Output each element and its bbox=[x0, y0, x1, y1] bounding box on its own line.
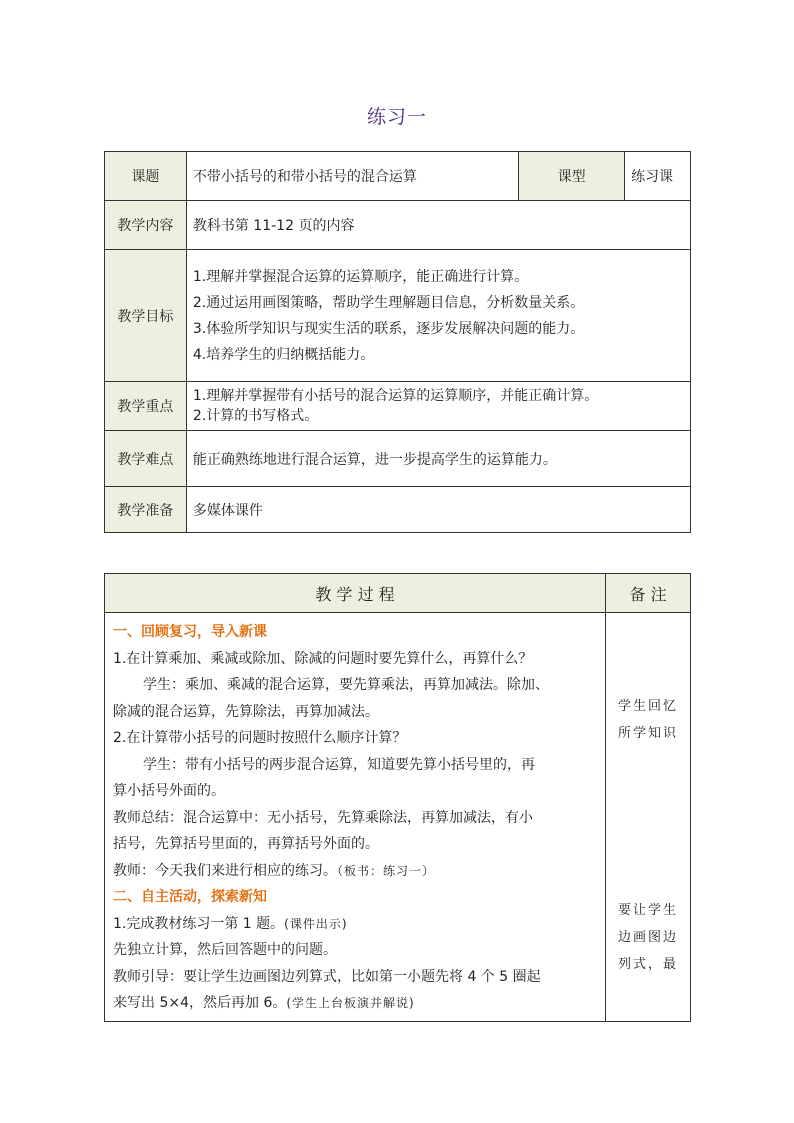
note-line: 要让学生 bbox=[618, 903, 679, 918]
focus-list bbox=[186, 382, 690, 431]
difficulty-label: 教学难点 bbox=[105, 431, 187, 487]
task-line: 1.完成教材练习一第 1 题。(课件出示) bbox=[113, 915, 348, 932]
goal-item: 1.理解并掌握混合运算的运算顺序，能正确进行计算。 bbox=[192, 268, 529, 285]
note-line: 学生回忆 bbox=[618, 699, 679, 714]
process-body-row bbox=[105, 613, 691, 1022]
topic-row bbox=[105, 152, 691, 201]
prep-label: 教学准备 bbox=[105, 487, 187, 533]
topic-value: 不带小括号的和带小括号的混合运算 bbox=[186, 152, 518, 201]
goals-row bbox=[105, 250, 691, 382]
student-answer: 除减的混合运算，先算除法，再算加减法。 bbox=[113, 703, 379, 720]
question: 2.在计算带小括号的问题时按照什么顺序计算？ bbox=[113, 730, 407, 746]
teacher-guide: 教师引导：要让学生边画图边列算式，比如第一小题先将 4 个 5 圈起 bbox=[113, 968, 541, 985]
teacher-line: 教师：今天我们来进行相应的练习。（板书：练习一） bbox=[113, 862, 436, 879]
focus-item: 1.理解并掌握带有小括号的混合运算的运算顺序，并能正确计算。 bbox=[192, 388, 599, 404]
focus-row bbox=[105, 382, 691, 431]
content-label: 教学内容 bbox=[105, 201, 187, 250]
difficulty-value: 能正确熟练地进行混合运算，进一步提高学生的运算能力。 bbox=[186, 431, 690, 487]
type-label: 课型 bbox=[519, 152, 625, 201]
page-title: 练习一 bbox=[366, 106, 427, 128]
task-note: (课件出示) bbox=[284, 916, 348, 931]
content-value: 教科书第 11-12 页的内容 bbox=[186, 201, 690, 250]
student-answer: 学生：带有小括号的两步混合运算，知道要先算小括号里的，再 bbox=[143, 756, 535, 773]
guide-note: (学生上台板演并解说) bbox=[286, 996, 415, 1010]
notes-header: 备 注 bbox=[606, 574, 691, 613]
process-header-row bbox=[105, 574, 691, 613]
notes-column bbox=[606, 613, 691, 1022]
focus-item: 2.计算的书写格式。 bbox=[192, 408, 319, 424]
topic-label: 课题 bbox=[105, 152, 187, 201]
teacher-summary: 教师总结：混合运算中：无小括号，先算乘除法，再算加减法，有小 bbox=[113, 809, 533, 826]
teaching-process-table bbox=[104, 573, 691, 1022]
section-title: 二、自主活动，探索新知 bbox=[113, 889, 267, 905]
teacher-summary: 括号，先算括号里面的，再算括号外面的。 bbox=[113, 836, 379, 852]
goals-list bbox=[186, 250, 690, 382]
process-content bbox=[105, 613, 606, 1022]
prep-value: 多媒体课件 bbox=[186, 487, 690, 533]
task-instruction: 先独立计算，然后回答题中的问题。 bbox=[113, 942, 337, 958]
focus-label: 教学重点 bbox=[105, 382, 187, 431]
student-answer: 算小括号外面的。 bbox=[113, 783, 225, 799]
goal-item: 3.体验所学知识与现实生活的联系，逐步发展解决问题的能力。 bbox=[192, 320, 585, 337]
student-answer: 学生：乘加、乘减的混合运算，要先算乘法，再算加减法。除加、 bbox=[143, 677, 549, 693]
goals-label: 教学目标 bbox=[105, 250, 187, 382]
difficulty-row bbox=[105, 431, 691, 487]
section-title: 一、回顾复习，导入新课 bbox=[113, 624, 267, 640]
type-value: 练习课 bbox=[625, 152, 691, 201]
note-line: 边画图边 bbox=[618, 930, 679, 945]
prep-row bbox=[105, 487, 691, 533]
goal-item: 2.通过运用画图策略，帮助学生理解题目信息，分析数量关系。 bbox=[192, 294, 585, 311]
content-row bbox=[105, 201, 691, 250]
board-note: （板书：练习一） bbox=[337, 863, 436, 878]
lesson-info-table bbox=[104, 151, 691, 533]
question: 1.在计算乘加、乘减或除加、除减的问题时要先算什么，再算什么？ bbox=[113, 650, 533, 667]
teacher-guide: 来写出 5×4，然后再加 6。(学生上台板演并解说) bbox=[113, 995, 415, 1011]
note-line: 列式，最 bbox=[618, 957, 679, 972]
process-header: 教 学 过 程 bbox=[105, 574, 606, 613]
note-line: 所学知识 bbox=[618, 726, 679, 741]
goal-item: 4.培养学生的归纳概括能力。 bbox=[192, 346, 375, 363]
